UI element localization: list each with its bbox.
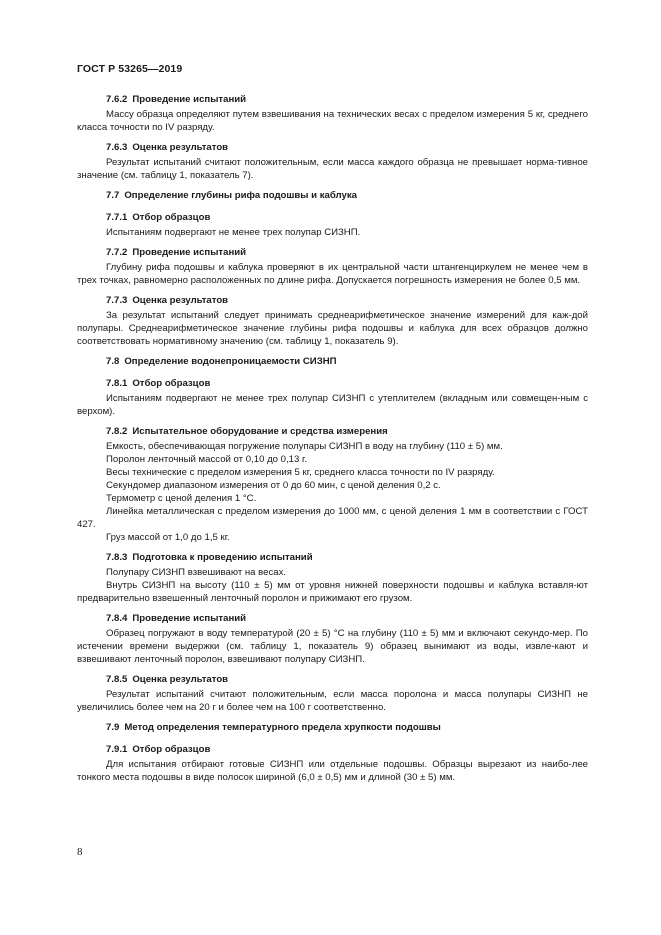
clause-heading bbox=[77, 294, 588, 307]
paragraph: Полупару СИЗНП взвешивают на весах. bbox=[106, 567, 287, 578]
clause-title: Отбор образцов bbox=[132, 378, 211, 389]
document-body bbox=[77, 93, 588, 784]
clause-title: Оценка результатов bbox=[132, 674, 229, 685]
clause-7-9-1 bbox=[77, 743, 588, 784]
clause-heading bbox=[77, 673, 588, 686]
document-header: ГОСТ Р 53265—2019 bbox=[77, 63, 183, 75]
page-number: 8 bbox=[77, 846, 83, 858]
clause-7-8-4 bbox=[77, 612, 588, 666]
clause-number: 7.8.2 bbox=[106, 426, 128, 437]
paragraph: Для испытания отбирают готовые СИЗНП или отдельные подошвы. Образцы вырезают из наибо-лее тонкого места подошвы в виде полосок шириной (6,0 ± 0,5) мм и длиной (30 ± 5) мм. bbox=[77, 759, 588, 783]
clause-7-8-5 bbox=[77, 673, 588, 714]
paragraph: Термометр с ценой деления 1 °С. bbox=[106, 493, 257, 504]
clause-title: Подготовка к проведению испытаний bbox=[132, 552, 313, 563]
section-heading-7-7 bbox=[77, 189, 588, 202]
clause-heading bbox=[77, 612, 588, 625]
section-title: Метод определения температурного предела хрупкости подошвы bbox=[124, 722, 441, 733]
clause-heading bbox=[77, 246, 588, 259]
clause-number: 7.8.5 bbox=[106, 674, 128, 685]
clause-title: Проведение испытаний bbox=[132, 247, 247, 258]
paragraph: Испытаниям подвергают не менее трех полупар СИЗНП. bbox=[106, 227, 361, 238]
clause-title: Отбор образцов bbox=[132, 212, 211, 223]
clause-heading bbox=[77, 551, 588, 564]
paragraph: Груз массой от 1,0 до 1,5 кг. bbox=[106, 532, 230, 543]
clause-title: Проведение испытаний bbox=[132, 94, 247, 105]
clause-number: 7.8.4 bbox=[106, 613, 128, 624]
section-title: Определение водонепроницаемости СИЗНП bbox=[124, 356, 337, 367]
section-number: 7.8 bbox=[106, 356, 120, 367]
clause-7-7-3 bbox=[77, 294, 588, 348]
clause-title: Отбор образцов bbox=[132, 744, 211, 755]
paragraph: Образец погружают в воду температурой (20 ± 5) °С на глубину (110 ± 5) мм и включают секундо-мер. По истечении времени выдержки (см. таблицу 1, показатель 9) образец вынимают из воды, извле-кают и взвешивают ленточный поролон, взвешивают полупару СИЗНП. bbox=[77, 628, 588, 665]
clause-number: 7.8.1 bbox=[106, 378, 128, 389]
clause-7-8-2 bbox=[77, 425, 588, 544]
clause-heading bbox=[77, 425, 588, 438]
paragraph: Результат испытаний считают положительным, если масса каждого образца не превышает норма-тивное значение (см. таблицу 1, показатель 7). bbox=[77, 157, 588, 181]
section-title: Определение глубины рифа подошвы и каблука bbox=[124, 190, 357, 201]
clause-number: 7.7.3 bbox=[106, 295, 128, 306]
paragraph: Линейка металлическая с пределом измерения до 1000 мм, с ценой деления 1 мм в соответствии с ГОСТ 427. bbox=[77, 506, 588, 530]
paragraph: Внутрь СИЗНП на высоту (110 ± 5) мм от уровня нижней поверхности подошвы и каблука вставля-ют предварительно взвешенный ленточный поролон и прижимают его грузом. bbox=[77, 580, 588, 604]
clause-heading bbox=[77, 377, 588, 390]
clause-heading bbox=[77, 743, 588, 756]
clause-number: 7.8.3 bbox=[106, 552, 128, 563]
paragraph: Секундомер диапазоном измерения от 0 до 60 мин, с ценой деления 0,2 с. bbox=[106, 480, 441, 491]
section-number: 7.9 bbox=[106, 722, 120, 733]
paragraph: Испытаниям подвергают не менее трех полупар СИЗНП с утеплителем (вкладным или совмещен-ным с верхом). bbox=[77, 393, 588, 417]
section-heading-7-9 bbox=[77, 721, 588, 734]
clause-title: Проведение испытаний bbox=[132, 613, 247, 624]
clause-heading bbox=[77, 93, 588, 106]
clause-number: 7.7.1 bbox=[106, 212, 128, 223]
clause-title: Испытательное оборудование и средства измерения bbox=[132, 426, 388, 437]
paragraph: Весы технические с пределом измерения 5 кг, среднего класса точности по IV разряду. bbox=[106, 467, 495, 478]
paragraph: Глубину рифа подошвы и каблука проверяют в их центральной части штангенциркулем не менее чем в трех точках, равномерно расположенных по длине рифа. Допускается погрешность измерения не более 0,5 мм. bbox=[77, 262, 588, 286]
clause-7-8-1 bbox=[77, 377, 588, 418]
paragraph: Поролон ленточный массой от 0,10 до 0,13 г. bbox=[106, 454, 307, 465]
paragraph: Результат испытаний считают положительным, если масса поролона и масса полупары СИЗНП не увеличились более чем на 20 г и более чем на 100 г соответственно. bbox=[77, 689, 588, 713]
clause-title: Оценка результатов bbox=[132, 295, 229, 306]
paragraph: Емкость, обеспечивающая погружение полупары СИЗНП в воду на глубину (110 ± 5) мм. bbox=[106, 441, 503, 452]
clause-heading bbox=[77, 141, 588, 154]
section-number: 7.7 bbox=[106, 190, 120, 201]
clause-number: 7.9.1 bbox=[106, 744, 128, 755]
section-heading-7-8 bbox=[77, 355, 588, 368]
clause-7-6-2 bbox=[77, 93, 588, 134]
paragraph: Массу образца определяют путем взвешивания на технических весах с пределом измерения 5 кг, среднего класса точности по IV разряду. bbox=[77, 109, 588, 133]
clause-7-7-2 bbox=[77, 246, 588, 287]
paragraph: За результат испытаний следует принимать среднеарифметическое значение измерений для каж-дой полупары. Среднеарифметическое значение глубины рифа подошвы и каблука для всех образцов должно соответствовать нормативному значению (см. таблицу 1, показатель 9). bbox=[77, 310, 588, 347]
clause-heading bbox=[77, 211, 588, 224]
clause-number: 7.6.3 bbox=[106, 142, 128, 153]
clause-number: 7.7.2 bbox=[106, 247, 128, 258]
clause-7-7-1 bbox=[77, 211, 588, 239]
clause-title: Оценка результатов bbox=[132, 142, 229, 153]
clause-number: 7.6.2 bbox=[106, 94, 128, 105]
clause-7-6-3 bbox=[77, 141, 588, 182]
clause-7-8-3 bbox=[77, 551, 588, 605]
